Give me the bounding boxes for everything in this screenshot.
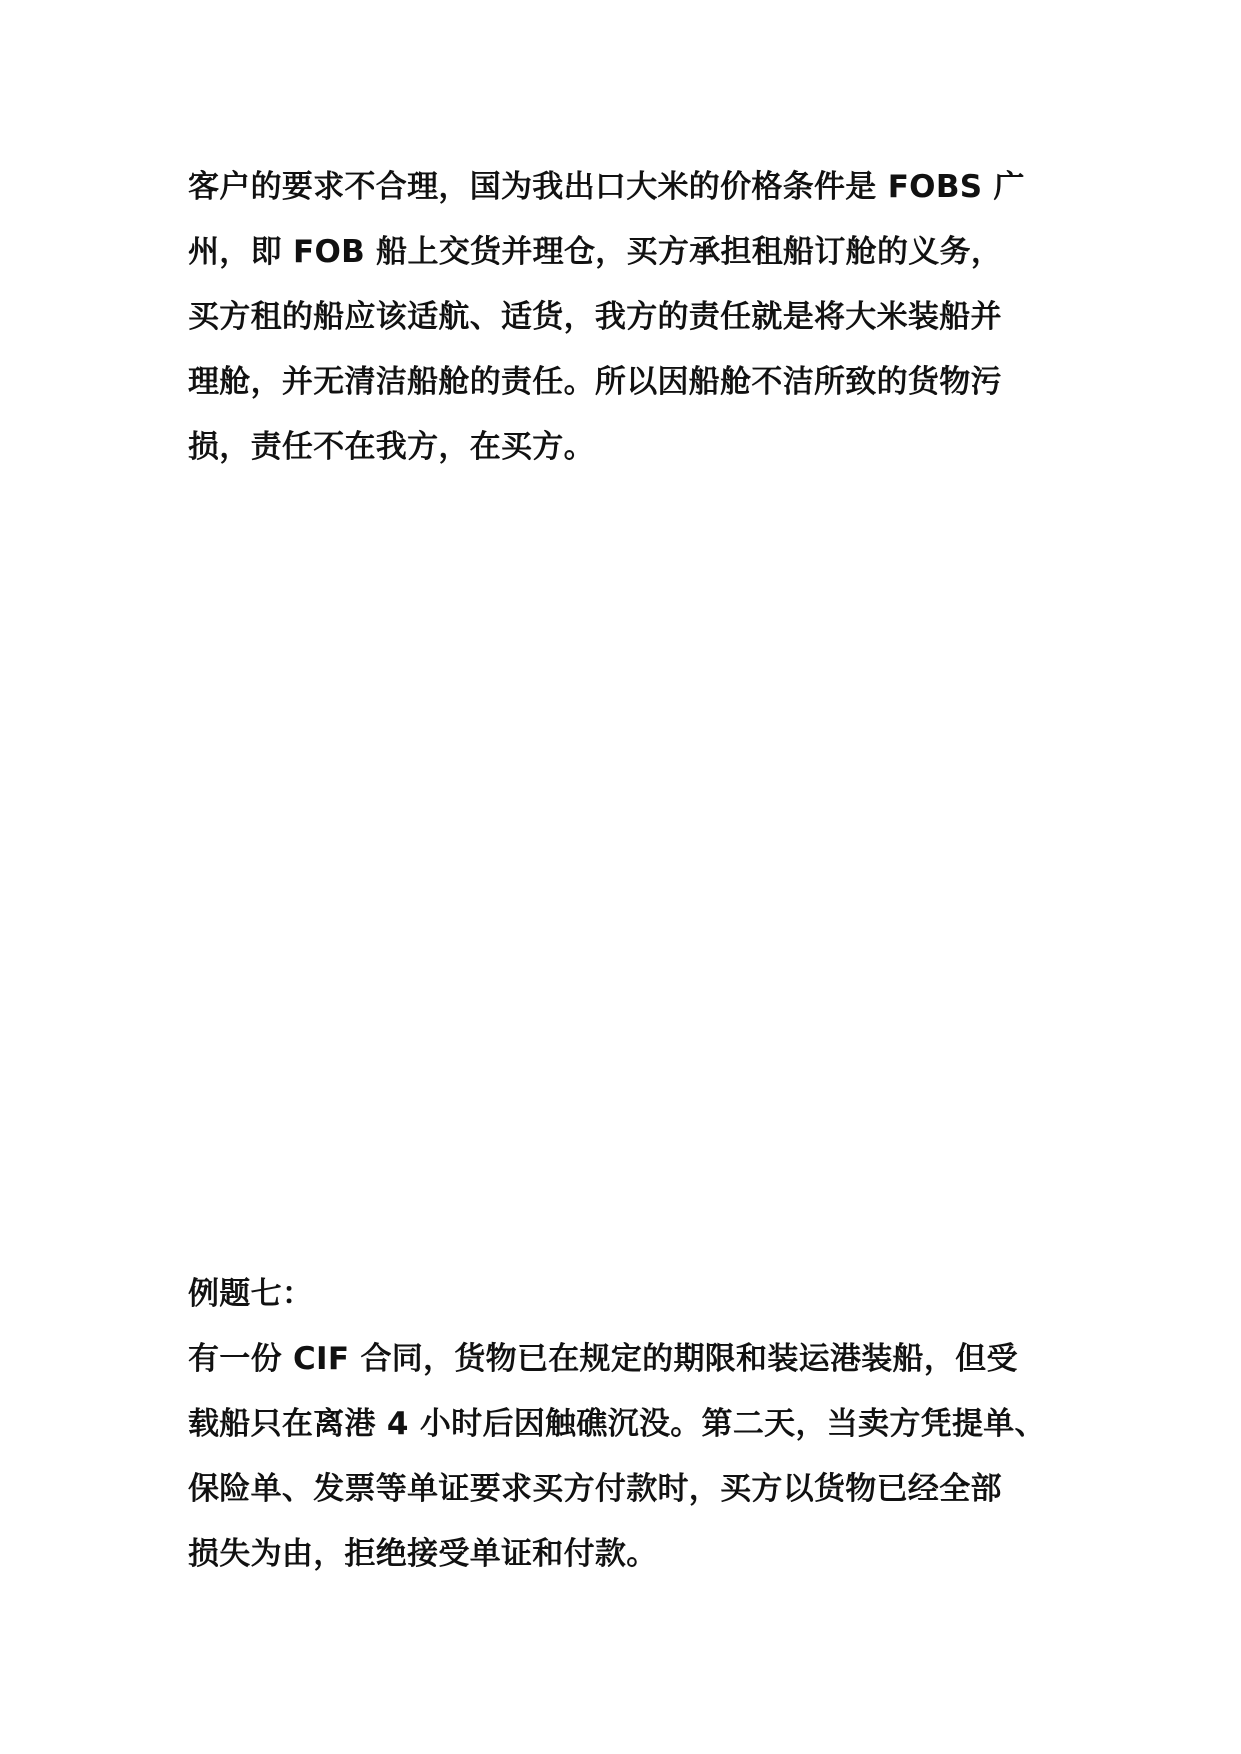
text-line: 保险单、发票等单证要求买方付款时，买方以货物已经全部 xyxy=(188,1471,1002,1507)
text-line: 客户的要求不合理，国为我出口大米的价格条件是 FOBS 广 xyxy=(188,169,1025,205)
text-line: 理舱，并无清洁船舱的责任。所以因船舱不洁所致的货物污 xyxy=(188,364,1002,400)
answer-paragraph xyxy=(188,155,1056,480)
text-line: 有一份 CIF 合同，货物已在规定的期限和装运港装船，但受 xyxy=(188,1341,1018,1377)
text-line: 损失为由，拒绝接受单证和付款。 xyxy=(188,1536,658,1572)
example-7-section xyxy=(188,1262,1056,1587)
text-line: 买方租的船应该适航、适货，我方的责任就是将大米装船并 xyxy=(188,299,1002,335)
text-line: 损，责任不在我方，在买方。 xyxy=(188,429,595,465)
text-line: 州，即 FOB 船上交货并理仓，买方承担租船订舱的义务， xyxy=(188,234,1003,270)
text-line: 载船只在离港 4 小时后因触礁沉没。第二天，当卖方凭提单、 xyxy=(188,1406,1046,1442)
section-heading: 例题七： xyxy=(188,1276,314,1312)
